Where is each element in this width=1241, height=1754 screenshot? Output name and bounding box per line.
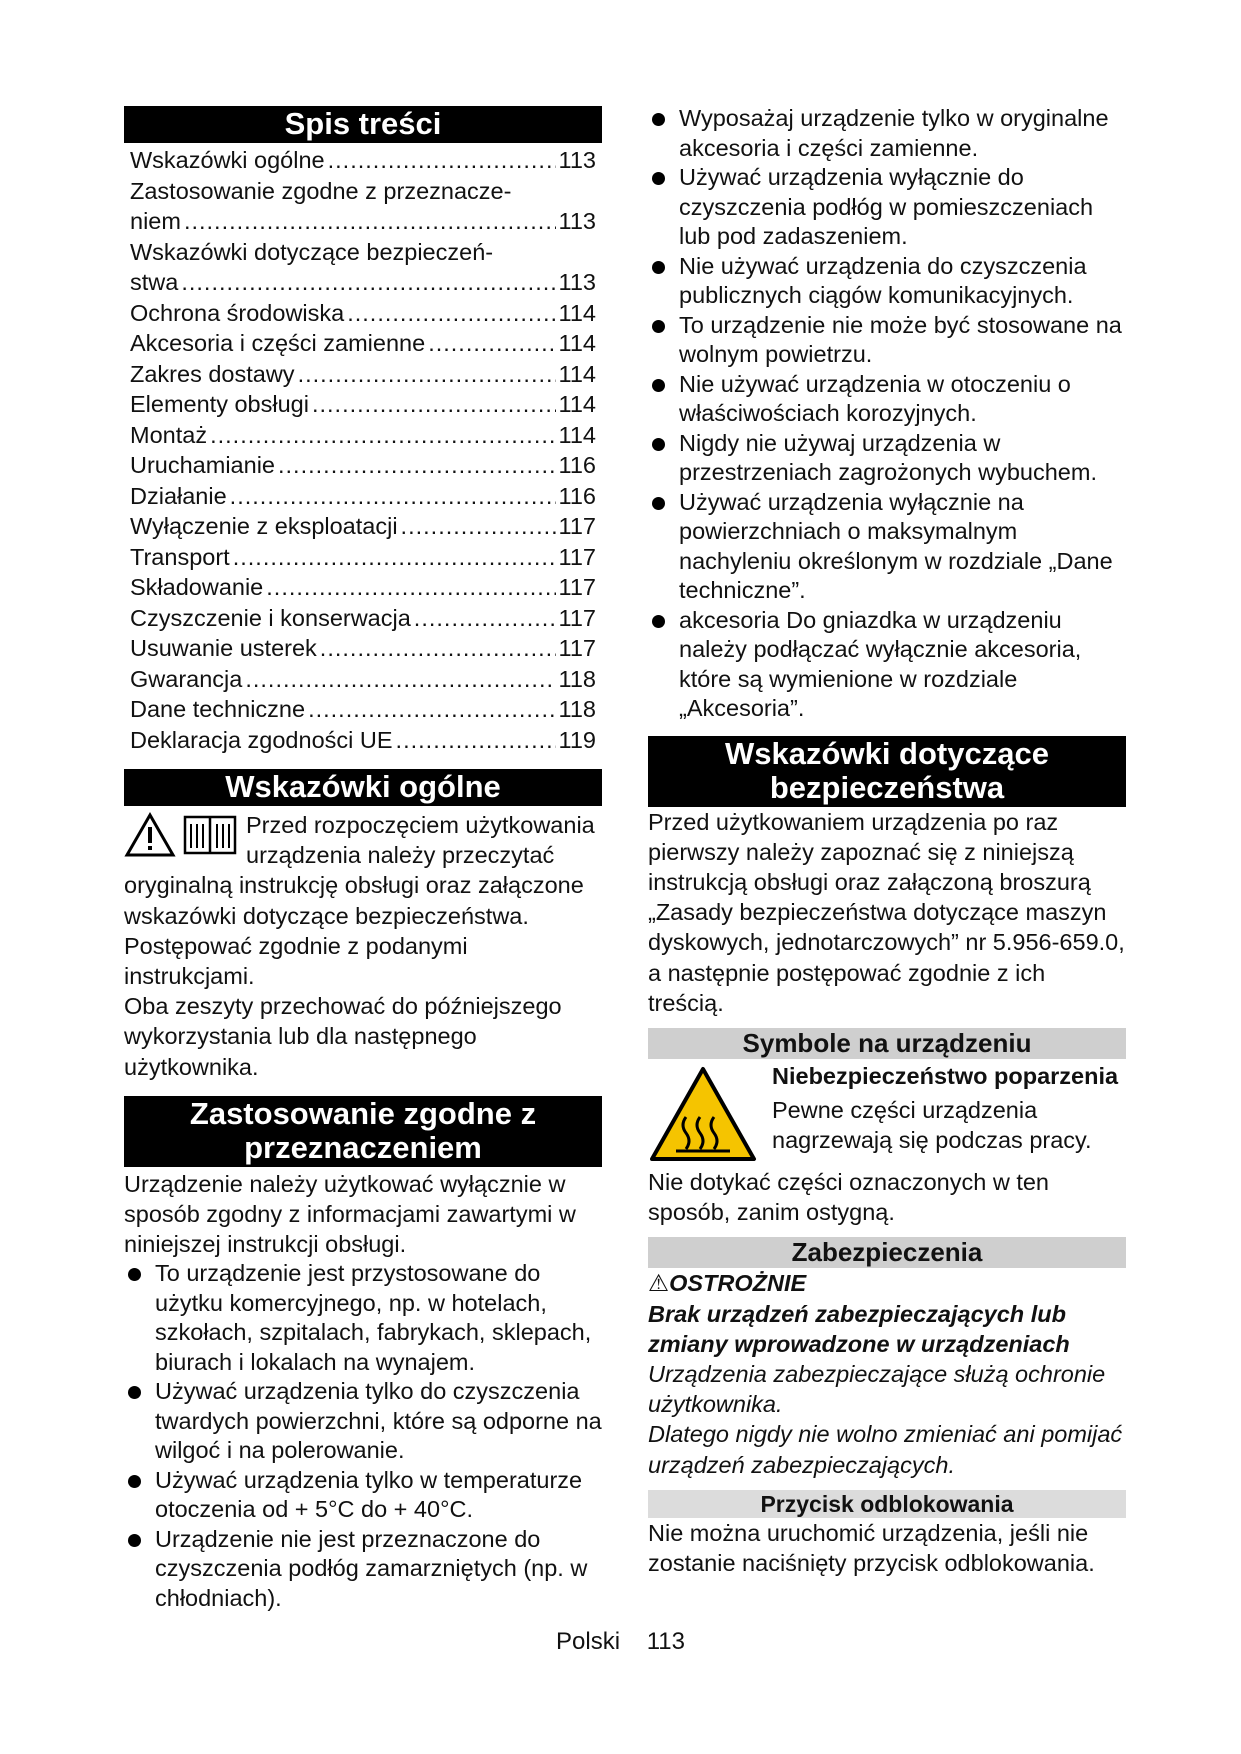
toc-entry[interactable]: Czyszczenie i konserwacja ..... 117 [130,603,596,634]
list-item: Używać urządzenia wyłącznie do czyszczenia podłóg w pomieszczeniach lub pod zadaszeniem. [648,163,1126,252]
toc-entry[interactable]: Akcesoria i części zamienne ..... 114 [130,328,596,359]
general-section [124,810,602,1082]
list-item: Nie używać urządzenia do czyszczenia publicznych ciągów komunikacyjnych. [648,252,1126,311]
footer-page-number: 113 [646,1628,685,1655]
toc-entry[interactable]: niem ..... 113 [130,206,596,237]
list-item: To urządzenie jest przystosowane do użytku komercyjnego, np. w hotelach, szkołach, szpitalach, fabrykach, sklepach, biurach i lokalach na wynajem. [124,1259,602,1377]
toc-entry-wrap: Zastosowanie zgodne z przeznacze- [130,177,512,204]
caution-paragraph-1: Urządzenia zabezpieczające służą ochronie użytkownika. [648,1360,1106,1418]
list-item: Używać urządzenia wyłącznie na powierzchniach o maksymalnym nachyleniu określonym w rozdziale „Dane techniczne”. [648,488,1126,606]
list-item: Wyposażaj urządzenie tylko w oryginalne akcesoria i części zamienne. [648,104,1126,163]
unlock-button-text: Nie można uruchomić urządzenia, jeśli nie zostanie naciśnięty przycisk odblokowania. [648,1519,1095,1576]
page-footer [0,1628,1241,1656]
burn-hazard-title: Niebezpieczeństwo poparzenia [772,1062,1119,1089]
toc-entry-wrap: Wskazówki dotyczące bezpieczeń- [130,238,494,265]
burn-hazard-text: Pewne części urządzenia nagrzewają się podczas pracy. [772,1097,1092,1154]
list-item: To urządzenie nie może być stosowane na wolnym powietrzu. [648,311,1126,370]
toc-entry[interactable]: Zakres dostawy ..... 114 [130,359,596,390]
toc-entry[interactable]: Uruchamianie ..... 116 [130,450,596,481]
general-paragraph-1: Przed rozpoczęciem użytkowania urządzenia należy przeczytać oryginalną instrukcję obsługi oraz załączone wskazówki dotyczące bezpieczeństwa. Postępować zgodnie z podanymi instrukcjami. [124,812,595,990]
protection-heading: Zabezpieczenia [648,1237,1126,1268]
manual-book-icon [182,812,238,858]
intended-use-list-right [648,104,1126,724]
caution-label: ⚠OSTROŻNIE [648,1270,807,1297]
intended-use-heading: Zastosowanie zgodne z przeznaczeniem [124,1096,602,1167]
table-of-contents [124,145,602,755]
intended-use-list-left [124,1259,602,1613]
toc-entry[interactable]: Wskazówki ogólne ..... 113 [130,145,596,176]
general-icons [124,812,238,858]
list-item: Używać urządzenia tylko do czyszczenia twardych powierzchni, które są odporne na wilgoć i na polerowanie. [124,1377,602,1466]
toc-entry[interactable]: Montaż ..... 114 [130,420,596,451]
toc-entry[interactable]: Wyłączenie z eksploatacji ..... 117 [130,511,596,542]
unlock-button-heading: Przycisk odblokowania [648,1490,1126,1518]
left-column [124,106,602,1613]
list-item: akcesoria Do gniazdka w urządzeniu należy podłączać wyłącznie akcesoria, które są wymienione w rozdziale „Akcesoria”. [648,606,1126,724]
toc-entry[interactable]: Dane techniczne ..... 118 [130,694,596,725]
toc-entry[interactable]: Elementy obsługi ..... 114 [130,389,596,420]
list-item: Urządzenie nie jest przeznaczone do czyszczenia podłóg zamarzniętych (np. w chłodniach). [124,1525,602,1614]
right-column [648,104,1126,1578]
list-item: Nie używać urządzenia w otoczeniu o właściwościach korozyjnych. [648,370,1126,429]
list-item: Używać urządzenia tylko w temperaturze otoczenia od + 5°C do + 40°C. [124,1466,602,1525]
list-item: Nigdy nie używaj urządzenia w przestrzeniach zagrożonych wybuchem. [648,429,1126,488]
toc-entry[interactable]: stwa ..... 113 [130,267,596,298]
toc-entry[interactable]: Działanie ..... 116 [130,481,596,512]
footer-language: Polski [556,1628,621,1655]
general-paragraph-2: Oba zeszyty przechować do późniejszego wykorzystania lub dla następnego użytkownika. [124,993,562,1080]
safety-heading: Wskazówki dotyczące bezpieczeństwa [648,736,1126,807]
symbols-heading: Symbole na urządzeniu [648,1028,1126,1059]
hot-surface-warning-icon [648,1065,758,1165]
general-heading: Wskazówki ogólne [124,769,602,806]
safety-intro: Przed użytkowaniem urządzenia po raz pierwszy należy zapoznać się z niniejszą instrukcją obsługi oraz załączoną broszurą „Zasady bezpieczeństwa dotyczące maszyn dyskowych, jednotarczowych” nr 5.956-659.0, a następnie postępować zgodnie z ich treścią. [648,808,1125,1016]
burn-hazard-text-2: Nie dotykać części oznaczonych w ten sposób, zanim ostygną. [648,1168,1049,1226]
toc-entry[interactable]: Usuwanie usterek ..... 117 [130,633,596,664]
intended-use-intro: Urządzenie należy użytkować wyłącznie w sposób zgodny z informacjami zawartymi w niniejszej instrukcji obsługi. [124,1170,576,1258]
caution-title: Brak urządzeń zabezpieczających lub zmiany wprowadzone w urządzeniach [648,1300,1070,1357]
toc-entry[interactable]: Składowanie ..... 117 [130,572,596,603]
toc-heading: Spis treści [124,106,602,143]
caution-block [648,1268,1126,1479]
burn-hazard-block [648,1061,1126,1227]
toc-entry[interactable]: Deklaracja zgodności UE ..... 119 [130,725,596,756]
toc-entry[interactable]: Ochrona środowiska ..... 114 [130,298,596,329]
caution-paragraph-2: Dlatego nigdy nie wolno zmieniać ani pomijać urządzeń zabezpieczających. [648,1421,1123,1478]
toc-entry[interactable]: Transport ..... 117 [130,542,596,573]
warning-triangle-icon [124,812,176,858]
toc-entry[interactable]: Gwarancja ..... 118 [130,664,596,695]
